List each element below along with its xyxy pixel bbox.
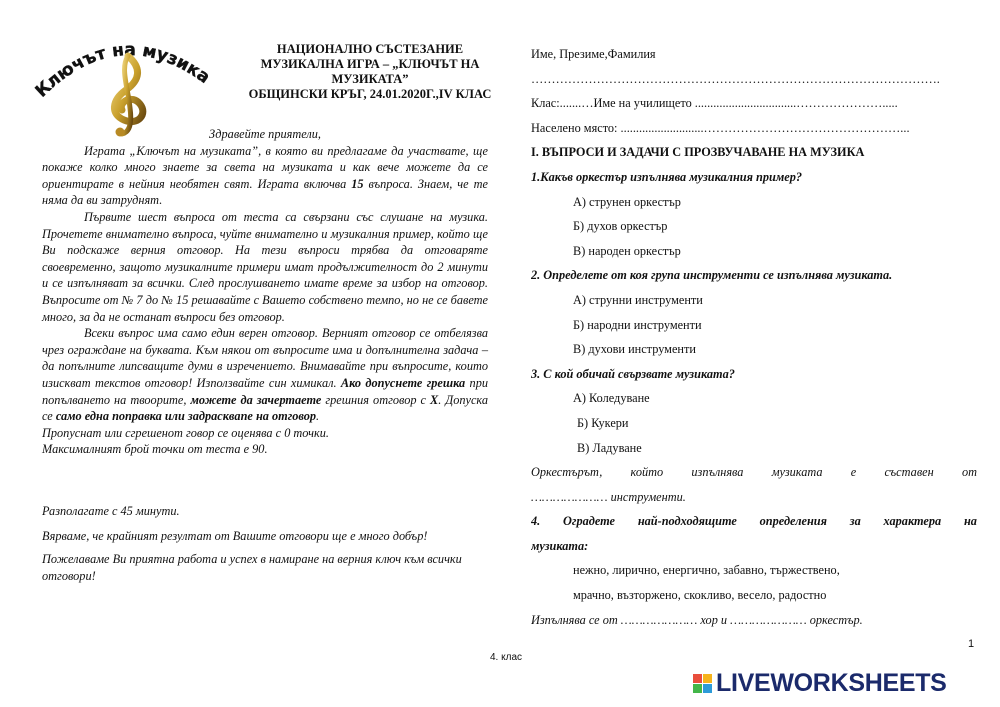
p3-bold-d: можете да зачертаете [190, 392, 322, 407]
header-line-3: МУЗИКАТА” [331, 72, 409, 86]
q4-word: характера [883, 514, 942, 529]
q4-word: 4. [531, 514, 541, 529]
question-4-end: музиката: [531, 538, 589, 553]
header-line-4: ОБЩИНСКИ КРЪГ, 24.01.2020Г.,IV КЛАС [248, 87, 492, 101]
brand-tile [693, 684, 702, 693]
question-count: 15 [351, 176, 364, 191]
instructions [42, 126, 488, 458]
header-line-2: МУЗИКАЛНА ИГРА – „КЛЮЧЪТ НА [260, 57, 480, 71]
class-school-field[interactable]: Клас:.......…Име на училището .................................…………………..... [531, 96, 898, 111]
intro-paragraph-5: Максималният брой точки от теста е 90. [42, 442, 268, 457]
q4-word: за [849, 514, 861, 529]
p3-text-e: грешния отговор с [321, 392, 431, 407]
q3-option-a[interactable]: А) Коледуване [573, 391, 650, 406]
name-field[interactable]: Име, Презиме,Фамилия [531, 47, 656, 61]
q1-option-a[interactable]: А) струнен оркестър [573, 194, 681, 209]
q4-word: Оградете [563, 514, 616, 529]
q4-options-line-1[interactable]: нежно, лирично, енергично, забавно, тържествено, [573, 563, 840, 578]
q1-option-b[interactable]: Б) духов оркестър [573, 219, 668, 234]
p3-bold-f: Х [430, 392, 439, 407]
intro-paragraph-2: Първите шест въпроса от теста са свързани със слушане на музика. Прочетете внимателно въпроса, чуйте внимателно и музикалния пример, който ще Ви подскаже верния отговор. На тези въпроси трябва да отговаряте своевременно, защото музикалните примери имат продължителност до 2 минути и се изпълняват за всички. След прослушването имате време за избор на отговор. Въпросите от № 7 до № 15 решавайте с Вашето собствено темпо, но не се бавете много, за да не останат въпроси без отговор. [42, 209, 488, 324]
fill-word: изпълнява [691, 465, 744, 480]
fill-word: е [850, 465, 857, 480]
time-note: Разполагате с 45 минути. [42, 504, 180, 518]
place-field[interactable]: Населено място: ...........................…………………………………………... [531, 120, 910, 135]
liveworksheets-logo [693, 669, 947, 697]
fill-word: от [961, 465, 977, 480]
q2-option-b[interactable]: Б) народни инструменти [573, 317, 702, 332]
intro-paragraph-4: Пропуснат или сгрешенот говор се оценява с 0 точки. [42, 425, 329, 440]
q3-option-c[interactable]: В) Ладуване [577, 440, 642, 455]
q4-word: определения [759, 514, 827, 529]
contest-header [220, 42, 520, 102]
q3-option-b[interactable]: Б) Кукери [577, 415, 629, 430]
header-line-1: НАЦИОНАЛНО СЪСТЕЗАНИЕ [276, 42, 464, 56]
q2-option-a[interactable]: А) струнни инструменти [573, 292, 703, 307]
fill-word: който [630, 465, 664, 480]
brand-name: LIVEWORKSHEETS [716, 668, 947, 697]
belief-note: Вярваме, че крайният резултат от Вашите отговори ще е много добър! [42, 528, 428, 543]
p3-bold-h: само една поправка или задрасквane на отговор [55, 409, 317, 424]
section-title: І. ВЪПРОСИ И ЗАДАЧИ С ПРОЗВУЧАВАНЕ НА МУЗИКА [531, 145, 865, 160]
p3-text-i: . [316, 409, 320, 424]
p3-bold-b: Ако допуснете грешка [340, 375, 466, 390]
greeting: Здравейте приятели, [209, 127, 321, 141]
closing-notes [42, 502, 488, 591]
q4-word: на [963, 514, 977, 529]
q3-fill-blank[interactable]: ………………… инструменти. [531, 489, 686, 504]
question-1: 1.Какъв оркестър изпълнява музикалния пример? [531, 169, 803, 184]
brand-tile [693, 674, 702, 683]
q4-options-line-2[interactable]: мрачно, възторжено, скокливо, весело, радостно [573, 588, 827, 603]
intro-p1-end: въпроса. Знаем, че те няма да ви затруднят. [42, 176, 488, 208]
q2-option-c[interactable]: В) духови инструменти [573, 342, 696, 357]
intro-paragraph-1 [42, 143, 488, 209]
question-4 [531, 509, 977, 534]
brand-tile [703, 684, 712, 693]
question-2: 2. Определете от коя група инструменти се изпълнява музиката. [531, 268, 893, 283]
fill-word: музиката [771, 465, 823, 480]
q4-fill-sentence[interactable]: Изпълнява се от ………………… хор и ………………… оркестър. [531, 612, 863, 627]
questions-column [531, 42, 977, 632]
footer-grade: 4. клас [490, 652, 523, 663]
fill-word: съставен [884, 465, 934, 480]
intro-paragraph-3 [42, 325, 488, 425]
fill-word: Оркестърът, [531, 465, 603, 480]
brand-tile [703, 674, 712, 683]
page-number: 1 [968, 638, 975, 650]
question-3: 3. С кой обичай свързвате музиката? [531, 366, 735, 381]
p3-text-a: Всеки въпрос има само един верен отговор. Верният отговор се отбелязва чрез ограждане на буквата. Към някои от въпросите има и допълнителна задача – да попълните липсващите думи в изречението. Внимавайте при въпросите, които изискват текстов отговор! Използвайте син химикал. [42, 326, 488, 390]
treble-clef-icon [114, 56, 142, 137]
q4-word: най-подходящите [637, 514, 737, 529]
logo [30, 28, 220, 140]
brand-tiles-icon [693, 674, 712, 693]
q3-fill-sentence [531, 460, 977, 485]
q1-option-c[interactable]: В) народен оркестър [573, 243, 681, 258]
name-dots[interactable]: ………………………………………………………………………………………. [531, 71, 940, 86]
p3-text-c: при попълването на твоорите, [42, 375, 488, 407]
wish-note: Пожелаваме Ви приятна работа и успех в намиране на верния ключ към всички отговори! [42, 552, 462, 583]
intro-p1-text: Играта „Ключът на музиката”, в която ви предлагаме да участвате, ще покаже колко много знаете за света на музиката и как вече можете да се ориентирате в нейния необятен свят. Играта включва [42, 143, 488, 191]
p3-text-g: . Допуска се [42, 392, 488, 424]
logo-title: Ключът на музика [31, 40, 214, 102]
